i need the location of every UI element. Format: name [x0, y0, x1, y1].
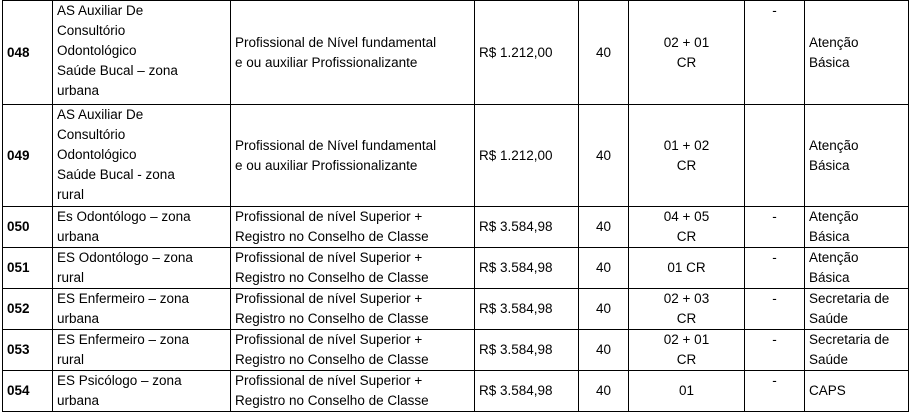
row-horas: 40 [579, 207, 629, 248]
lotacao-line: Atenção [809, 250, 859, 265]
row-vagas [629, 1, 745, 105]
cargo-line: rural [57, 187, 85, 202]
requisito-line: Registro no Conselho de Classe [235, 393, 429, 408]
row-horas: 40 [579, 371, 629, 412]
vagas-line: 02 + 03 [663, 291, 710, 306]
requisito-line: Profissional de nível Superior + [235, 250, 423, 265]
row-code: 048 [3, 1, 53, 105]
cargo-line: Odontológico [57, 147, 137, 162]
vagas-line: CR [676, 311, 697, 326]
row-lotacao [805, 289, 909, 330]
lotacao-line: Básica [809, 229, 850, 244]
cargo-line: rural [57, 270, 85, 285]
cargo-line: ES Enfermeiro – zona [57, 291, 190, 306]
requisito-line: Profissional de nível Superior + [235, 373, 423, 388]
row-salario: R$ 3.584,98 [475, 330, 579, 371]
requisito-line: Registro no Conselho de Classe [235, 311, 429, 326]
row-lotacao [805, 207, 909, 248]
row-pcd [745, 105, 805, 207]
row-horas: 40 [579, 1, 629, 105]
lotacao-line: Básica [809, 157, 850, 173]
lotacao-line: Atenção [809, 137, 859, 153]
row-salario: R$ 1.212,00 [475, 105, 579, 207]
table-row [3, 1, 909, 105]
lotacao-line: Atenção [809, 34, 859, 50]
row-salario: R$ 3.584,98 [475, 248, 579, 289]
cargo-line: urbana [57, 311, 100, 326]
requisito-line: Registro no Conselho de Classe [235, 270, 429, 285]
vagas-line: 01 [678, 383, 695, 398]
lotacao-line: Básica [809, 270, 850, 285]
cargo-line: AS Auxiliar De [57, 3, 144, 18]
vagas-line: 04 + 05 [663, 209, 710, 224]
row-salario: R$ 3.584,98 [475, 371, 579, 412]
row-lotacao [805, 105, 909, 207]
table-row [3, 289, 909, 330]
row-cargo [53, 371, 231, 412]
vagas-line: 01 CR [667, 260, 706, 275]
row-requisito [231, 105, 475, 207]
cargo-line: Saúde Bucal – zona [57, 63, 178, 78]
vagas-line: CR [676, 54, 697, 70]
row-requisito [231, 371, 475, 412]
lotacao-line: CAPS [809, 383, 846, 398]
vagas-line: CR [676, 229, 697, 244]
cargo-line: Es Odontólogo – zona [57, 209, 191, 224]
row-vagas [629, 330, 745, 371]
cargo-line: rural [57, 352, 85, 367]
row-horas: 40 [579, 330, 629, 371]
row-pcd: - [745, 330, 805, 371]
table-row [3, 248, 909, 289]
vacancy-table [2, 0, 909, 412]
row-cargo [53, 1, 231, 105]
table-row [3, 105, 909, 207]
row-lotacao [805, 371, 909, 412]
lotacao-line: Secretaria de [809, 332, 890, 347]
row-vagas [629, 105, 745, 207]
row-cargo [53, 289, 231, 330]
row-cargo [53, 105, 231, 207]
row-requisito [231, 1, 475, 105]
row-cargo [53, 207, 231, 248]
row-lotacao [805, 1, 909, 105]
requisito-line: Profissional de nível Superior + [235, 291, 423, 306]
cargo-line: urbana [57, 229, 100, 244]
vagas-line: 02 + 01 [663, 332, 710, 347]
row-salario: R$ 3.584,98 [475, 207, 579, 248]
cargo-line: urbana [57, 83, 100, 98]
cargo-line: AS Auxiliar De [57, 107, 144, 122]
row-horas: 40 [579, 289, 629, 330]
requisito-line: e ou auxiliar Profissionalizante [235, 54, 418, 70]
table-row [3, 330, 909, 371]
row-pcd: - [745, 1, 805, 105]
row-code: 053 [3, 330, 53, 371]
lotacao-line: Saúde [809, 311, 849, 326]
row-cargo [53, 248, 231, 289]
row-requisito [231, 289, 475, 330]
row-salario: R$ 1.212,00 [475, 1, 579, 105]
row-horas: 40 [579, 105, 629, 207]
row-vagas [629, 371, 745, 412]
vagas-line: 02 + 01 [663, 34, 710, 50]
requisito-line: e ou auxiliar Profissionalizante [235, 157, 418, 173]
vagas-line: CR [676, 352, 697, 367]
cargo-line: Consultório [57, 127, 126, 142]
cargo-line: Saúde Bucal - zona [57, 167, 175, 182]
row-cargo [53, 330, 231, 371]
row-vagas [629, 207, 745, 248]
row-code: 049 [3, 105, 53, 207]
requisito-line: Profissional de nível Superior + [235, 332, 423, 347]
lotacao-line: Básica [809, 54, 850, 70]
row-lotacao [805, 248, 909, 289]
row-pcd: - [745, 248, 805, 289]
vagas-line: 01 + 02 [663, 137, 710, 153]
cargo-line: ES Enfermeiro – zona [57, 332, 190, 347]
requisito-line: Profissional de Nível fundamental [235, 34, 437, 50]
row-code: 054 [3, 371, 53, 412]
lotacao-line: Saúde [809, 352, 849, 367]
cargo-line: ES Psicólogo – zona [57, 373, 182, 388]
row-code: 050 [3, 207, 53, 248]
row-code: 051 [3, 248, 53, 289]
row-salario: R$ 3.584,98 [475, 289, 579, 330]
cargo-line: Consultório [57, 23, 126, 38]
requisito-line: Profissional de nível Superior + [235, 209, 423, 224]
row-vagas [629, 248, 745, 289]
requisito-line: Profissional de Nível fundamental [235, 137, 437, 153]
row-horas: 40 [579, 248, 629, 289]
requisito-line: Registro no Conselho de Classe [235, 352, 429, 367]
requisito-line: Registro no Conselho de Classe [235, 229, 429, 244]
cargo-line: ES Odontólogo – zona [57, 250, 193, 265]
row-requisito [231, 330, 475, 371]
row-pcd: - [745, 371, 805, 412]
row-lotacao [805, 330, 909, 371]
table-row [3, 371, 909, 412]
lotacao-line: Atenção [809, 209, 859, 224]
cargo-line: urbana [57, 393, 100, 408]
row-pcd: - [745, 207, 805, 248]
row-requisito [231, 207, 475, 248]
row-requisito [231, 248, 475, 289]
row-code: 052 [3, 289, 53, 330]
lotacao-line: Secretaria de [809, 291, 890, 306]
vagas-line: CR [676, 157, 697, 173]
table-row [3, 207, 909, 248]
row-vagas [629, 289, 745, 330]
row-pcd: - [745, 289, 805, 330]
cargo-line: Odontológico [57, 43, 137, 58]
